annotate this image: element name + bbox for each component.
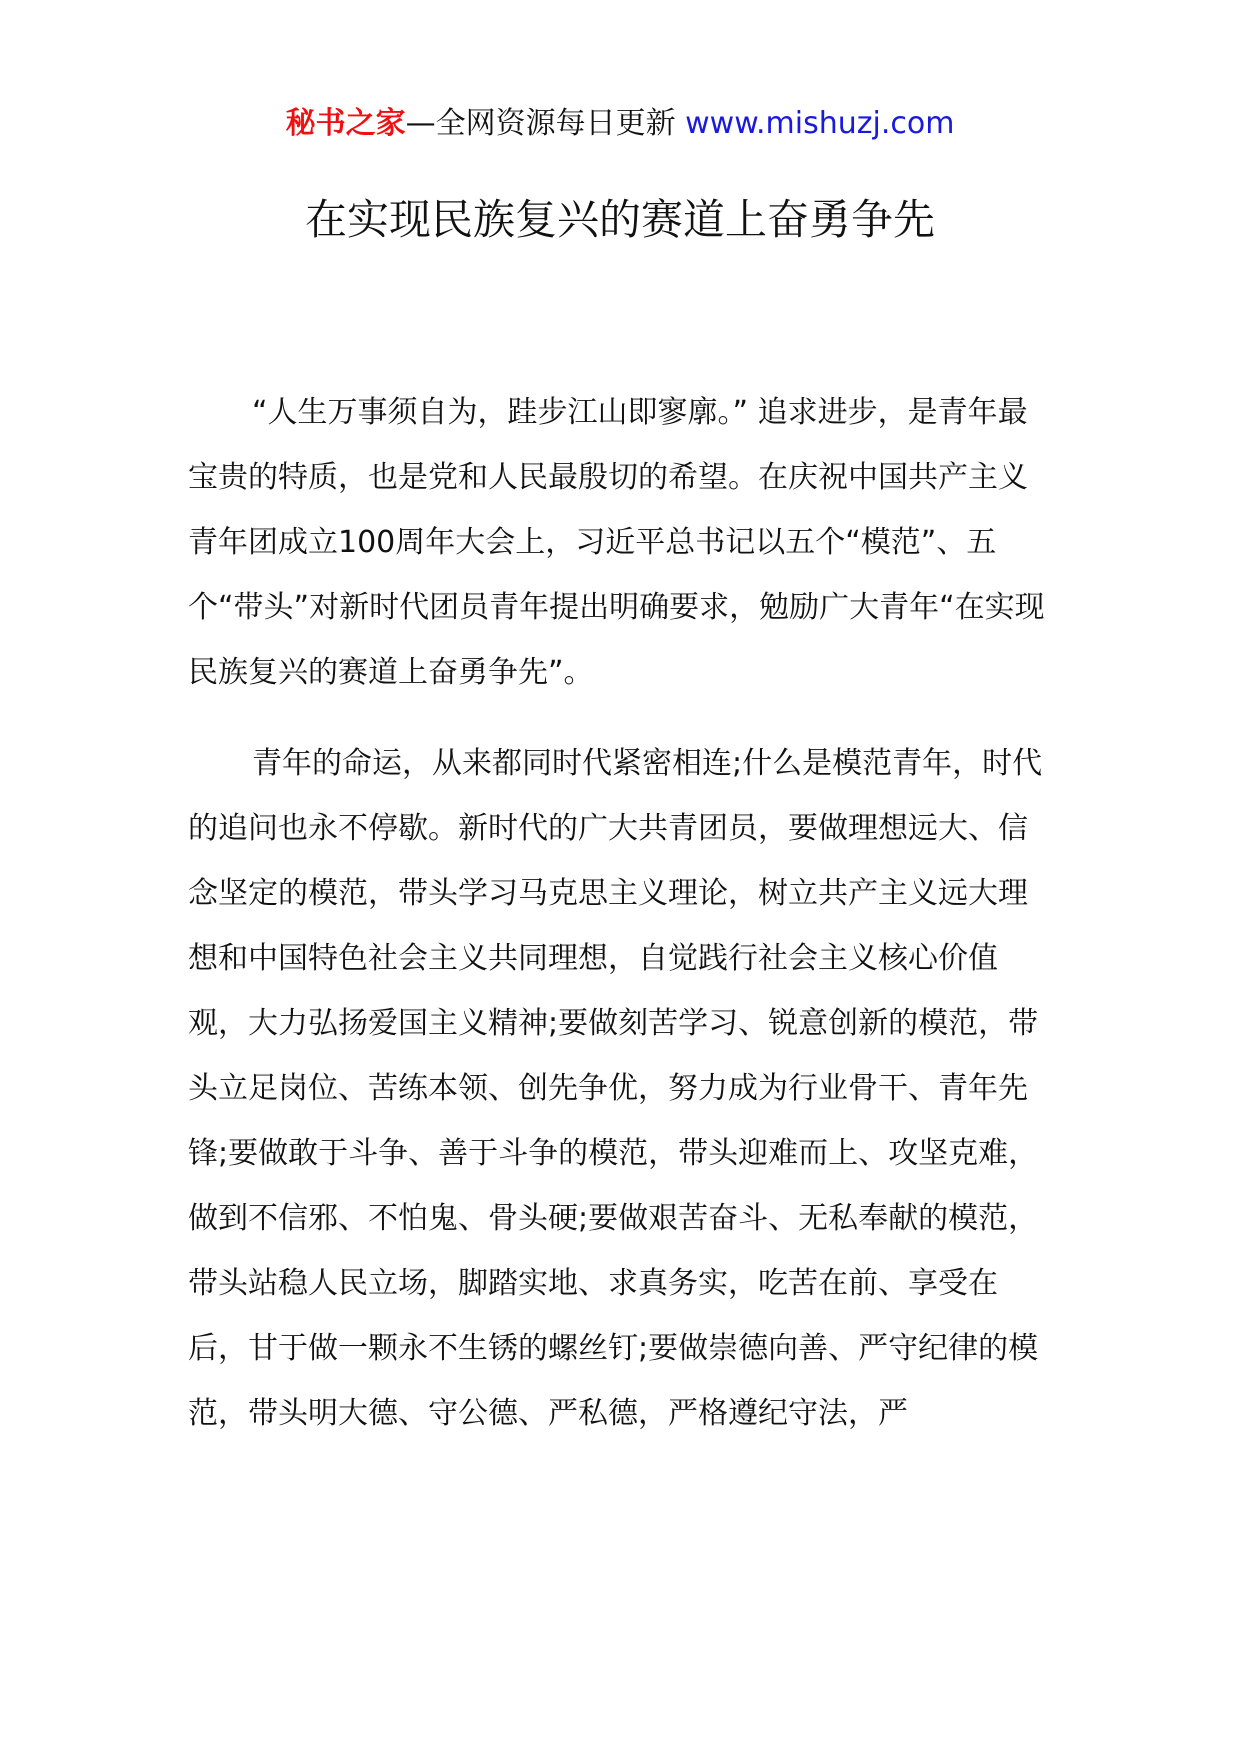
site-header [0, 102, 1240, 146]
site-tagline: —全网资源每日更新 [405, 106, 686, 141]
document-body [188, 380, 1050, 1472]
site-brand: 秘书之家 [285, 106, 406, 141]
site-url-link[interactable]: www.mishuzj.com [685, 106, 955, 141]
paragraph-2: 青年的命运，从来都同时代紧密相连;什么是模范青年，时代的追问也永不停歇。新时代的广大共青团员，要做理想远大、信念坚定的模范，带头学习马克思主义理论，树立共产主义远大理想和中国特色社会主义共同理想，自觉践行社会主义核心价值观，大力弘扬爱国主义精神;要做刻苦学习、锐意创新的模范，带头立足岗位、苦练本领、创先争优，努力成为行业骨干、青年先锋;要做敢于斗争、善于斗争的模范，带头迎难而上、攻坚克难，做到不信邪、不怕鬼、骨头硬;要做艰苦奋斗、无私奉献的模范，带头站稳人民立场，脚踏实地、求真务实，吃苦在前、享受在后，甘于做一颗永不生锈的螺丝钉;要做崇德向善、严守纪律的模范，带头明大德、守公德、严私德，严格遵纪守法，严 [188, 746, 1043, 1431]
document-title: 在实现民族复兴的赛道上奋勇争先 [304, 195, 935, 244]
paragraph-1: “人生万事须自为，跬步江山即寥廓。” 追求进步，是青年最宝贵的特质，也是党和人民最殷切的希望。在庆祝中国共产主义青年团成立100周年大会上，习近平总书记以五个“模范”、五个“带头”对新时代团员青年提出明确要求，勉励广大青年“在实现民族复兴的赛道上奋勇争先”。 [188, 395, 1045, 690]
